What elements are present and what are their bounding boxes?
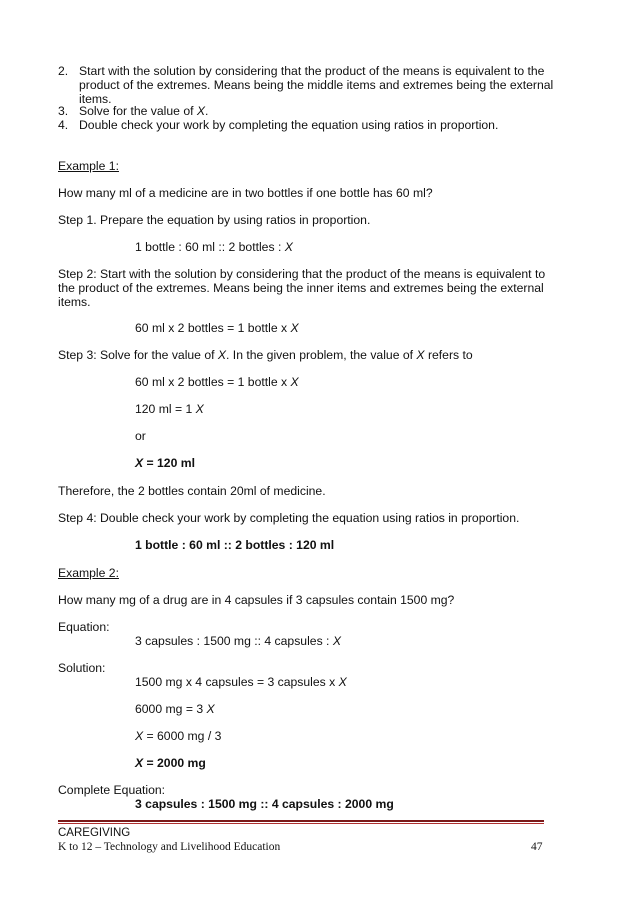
example-1-solve-line-1: 60 ml x 2 bottles = 1 bottle x X <box>135 375 299 389</box>
list-item-2-line-1: Start with the solution by considering that the product of the means is equivalent to the <box>79 64 545 78</box>
example-1-equation: 1 bottle : 60 ml :: 2 bottles : X <box>135 240 293 254</box>
example-2-complete-label: Complete Equation: <box>58 783 166 797</box>
example-1-conclusion: Therefore, the 2 bottles contain 20ml of medicine. <box>58 484 326 498</box>
list-item-2-line-2: product of the extremes. Means being the middle items and extremes being the external <box>79 78 554 92</box>
example-2-equation-label: Equation: <box>58 620 110 634</box>
example-1-means-product: 60 ml x 2 bottles = 1 bottle x X <box>135 321 299 335</box>
page-number: 47 <box>531 841 543 853</box>
example-1-or: or <box>135 429 146 443</box>
example-1-step-3: Step 3: Solve for the value of X. In the given problem, the value of X refers to <box>58 348 473 362</box>
example-1-step-2-line-2: the product of the extremes. Means being the inner items and extremes being the external <box>58 281 544 295</box>
example-2-answer: X = 2000 mg <box>135 756 206 770</box>
example-2-solution-line-1: 1500 mg x 4 capsules = 3 capsules x X <box>135 675 347 689</box>
example-1-heading: Example 1: <box>58 159 119 173</box>
example-1-step-2-line-3: items. <box>58 295 91 309</box>
example-1-question: How many ml of a medicine are in two bottles if one bottle has 60 ml? <box>58 186 433 200</box>
footer-rule-accent <box>58 823 544 824</box>
example-2-solution-line-3: X = 6000 mg / 3 <box>135 729 222 743</box>
list-item-3-text: Solve for the value of X. <box>79 104 209 118</box>
list-item-4-text: Double check your work by completing the equation using ratios in proportion. <box>79 118 499 132</box>
footer-title: CAREGIVING <box>58 827 131 839</box>
list-number: 3. <box>58 104 69 118</box>
list-number: 2. <box>58 64 69 78</box>
example-1-solve-line-2: 120 ml = 1 X <box>135 402 204 416</box>
example-2-question: How many mg of a drug are in 4 capsules if 3 capsules contain 1500 mg? <box>58 593 455 607</box>
list-item-3 <box>58 104 68 118</box>
example-2-final-equation: 3 capsules : 1500 mg :: 4 capsules : 2000 mg <box>135 797 394 811</box>
list-item-2-line-3: items. <box>79 92 112 106</box>
footer-subtitle: K to 12 – Technology and Livelihood Education <box>58 841 281 853</box>
footer-rule <box>58 820 544 822</box>
example-2-solution-label: Solution: <box>58 661 106 675</box>
example-2-solution-line-2: 6000 mg = 3 X <box>135 702 215 716</box>
list-item-2 <box>58 64 68 78</box>
list-number: 4. <box>58 118 69 132</box>
example-1-step-2-line-1: Step 2: Start with the solution by considering that the product of the means is equivalent to <box>58 267 546 281</box>
example-2-equation: 3 capsules : 1500 mg :: 4 capsules : X <box>135 634 341 648</box>
example-1-step-4: Step 4: Double check your work by completing the equation using ratios in proportion. <box>58 511 520 525</box>
example-1-answer: X = 120 ml <box>135 456 195 470</box>
example-1-step-1: Step 1. Prepare the equation by using ratios in proportion. <box>58 213 371 227</box>
example-1-final-equation: 1 bottle : 60 ml :: 2 bottles : 120 ml <box>135 538 335 552</box>
example-2-heading: Example 2: <box>58 566 119 580</box>
list-item-4 <box>58 118 68 132</box>
